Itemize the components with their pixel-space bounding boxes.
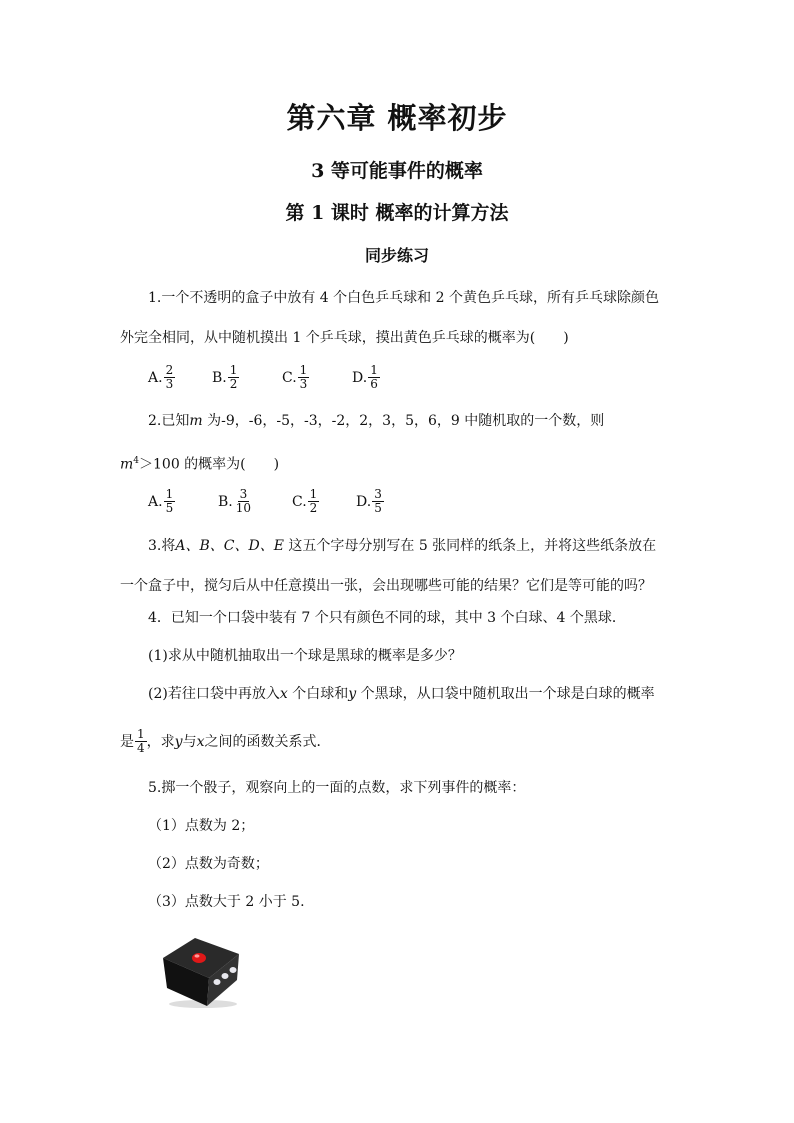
q5-item-2: （2）点数为奇数；	[148, 856, 269, 872]
fraction: $\frac{1}{4}$	[137, 727, 145, 755]
fraction: $\frac{1}{2}$	[229, 363, 238, 391]
q2-option-c: C. $\frac{1}{2}$	[292, 487, 318, 515]
lesson-title: 第 1 课时 概率的计算方法	[285, 202, 509, 224]
fraction: $\frac{1}{5}$	[165, 487, 174, 515]
q1-line2: 外完全相同，从中随机摸出 1 个乒乓球，摸出黄色乒乓球的概率为( )	[120, 330, 569, 346]
q5-item-3: （3）点数大于 2 小于 5.	[148, 894, 305, 910]
exercise-subtitle: 同步练习	[364, 246, 429, 265]
q4-part2-line2: 是 $\frac{1}{4}$ ，求 y 与 x 之间的函数关系式．	[120, 727, 331, 755]
q4-part1: (1)求从中随机抽取出一个球是黑球的概率是多少？	[148, 648, 462, 664]
q2-option-d: D. $\frac{3}{5}$	[356, 487, 382, 515]
q1-option-c: C. $\frac{1}{3}$	[282, 363, 308, 391]
chapter-title: 第六章 概率初步	[286, 101, 508, 135]
q2-line1: 2.已知m 为-9，-6，-5，-3，-2，2，3，5，6，9 中随机取的一个数，则	[148, 413, 605, 429]
q4-part2-line1: (2)若往口袋中再放入x 个白球和y 个黑球，从口袋中随机取出一个球是白球的概率	[148, 686, 655, 702]
q2-option-b: B. $\frac{3}{10}$	[218, 487, 252, 515]
q4-line1: 4．已知一个口袋中装有 7 个只有颜色不同的球，其中 3 个白球、4 个黑球．	[148, 610, 626, 626]
q2-options	[148, 488, 384, 515]
section-title: 3 等可能事件的概率	[311, 160, 483, 182]
fraction: $\frac{1}{6}$	[370, 363, 378, 391]
q5-item-1: （1）点数为 2；	[148, 818, 255, 834]
q1-line1: 1.一个不透明的盒子中放有 4 个白色乒乓球和 2 个黄色乒乓球，所有乒乓球除颜色	[148, 290, 659, 306]
dice-image	[155, 928, 247, 1010]
q3-line1: 3.将A、B、C、D、E 这五个字母分别写在 5 张同样的纸条上，并将这些纸条放在	[148, 538, 657, 554]
q5-line1: 5.掷一个骰子，观察向上的一面的点数，求下列事件的概率：	[148, 780, 526, 796]
q1-options	[148, 364, 380, 391]
q1-option-a: A. $\frac{2}{3}$	[148, 363, 174, 391]
q2-line2: $m^4>100$ 的概率为( )	[120, 456, 280, 473]
q1-option-b: B. $\frac{1}{2}$	[212, 363, 238, 391]
fraction: $\frac{3}{5}$	[374, 487, 382, 515]
q3-line2: 一个盒子中，搅匀后从中任意摸出一张，会出现哪些可能的结果？它们是等可能的吗？	[120, 578, 652, 594]
q1-option-d: D. $\frac{1}{6}$	[352, 363, 378, 391]
fraction: $\frac{2}{3}$	[165, 363, 174, 391]
fraction: $\frac{1}{2}$	[309, 487, 318, 515]
q2-option-a: A. $\frac{1}{5}$	[148, 487, 174, 515]
fraction: $\frac{3}{10}$	[235, 487, 252, 515]
fraction: $\frac{1}{3}$	[299, 363, 308, 391]
